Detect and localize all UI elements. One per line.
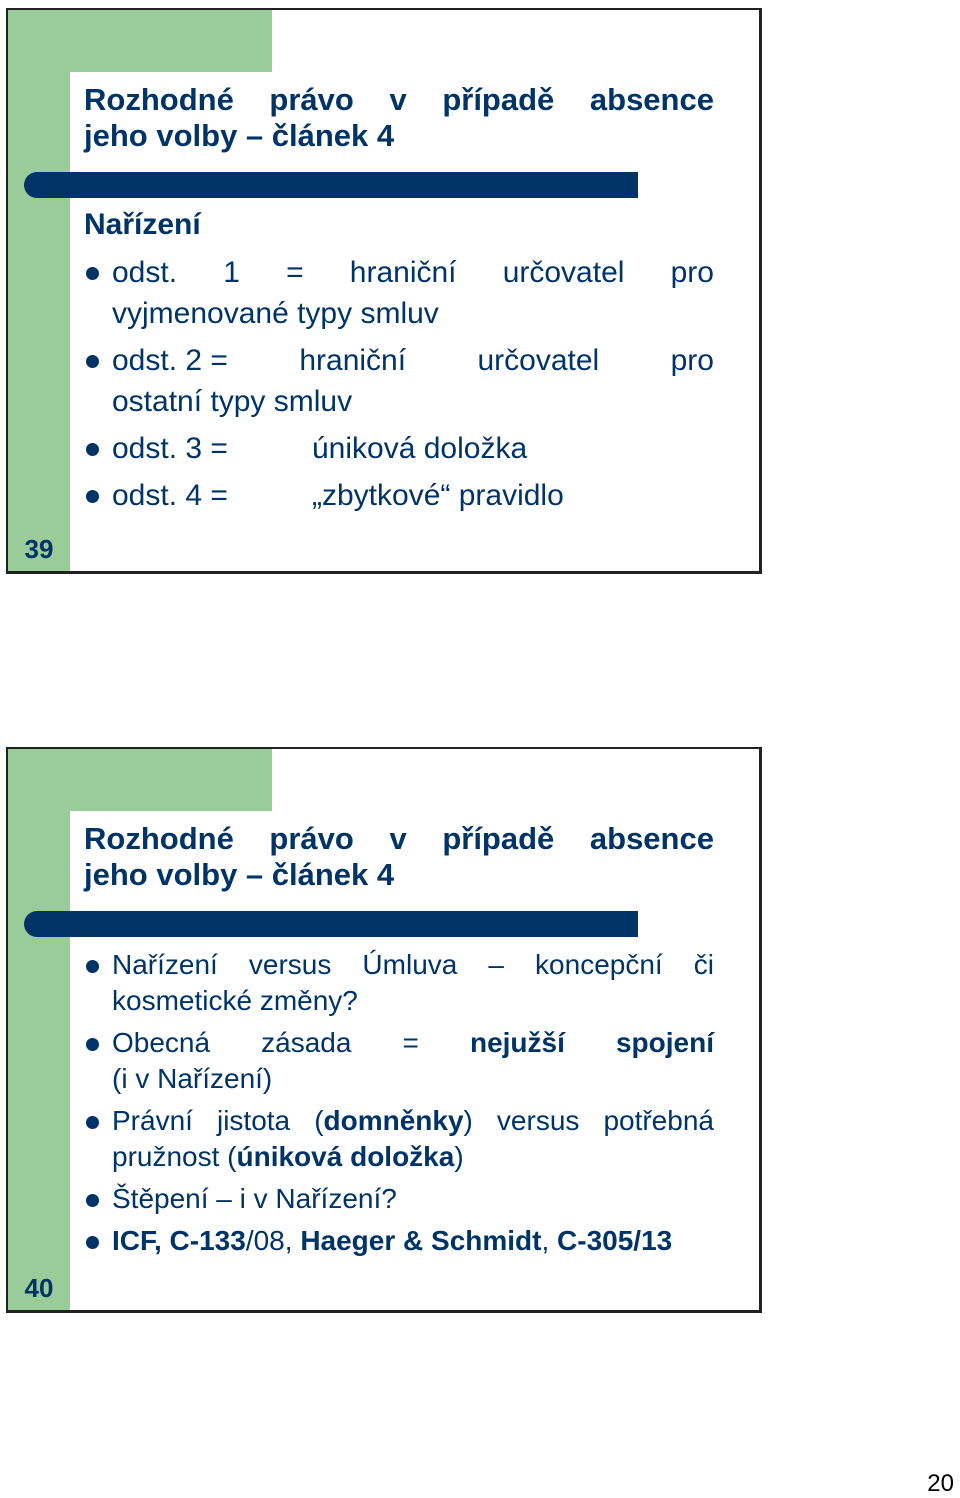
page-number: 20 — [927, 1470, 954, 1497]
word-group: (domněnky) — [314, 1105, 473, 1136]
slide-title — [84, 82, 714, 154]
title-underline-bar — [24, 911, 638, 937]
item-line-2 — [112, 1139, 714, 1175]
word: Obecná — [112, 1027, 211, 1058]
word: odst. 2 = — [112, 344, 228, 377]
list-item — [84, 428, 714, 469]
title-line-2: jeho volby – článek 4 — [84, 857, 395, 892]
bullet-icon — [86, 960, 99, 973]
list-item — [84, 340, 714, 422]
emphasis: Haeger & Schmidt — [300, 1225, 542, 1256]
title-word: právo — [269, 821, 354, 856]
word: = — [402, 1027, 419, 1058]
item-line-2: (i v Nařízení) — [112, 1063, 273, 1094]
word: versus — [248, 949, 332, 980]
title-line-2: jeho volby – článek 4 — [84, 118, 395, 153]
word: 1 — [223, 256, 240, 289]
item-text — [112, 1223, 714, 1259]
title-word: právo — [269, 82, 354, 117]
bullet-icon — [86, 490, 99, 503]
item-line-2: ostatní typy smluv — [112, 385, 353, 418]
emphasis: C-305/13 — [557, 1225, 673, 1256]
bullet-icon — [86, 355, 99, 368]
word: Úmluva — [362, 949, 458, 980]
item-text: úniková doložka — [312, 432, 528, 465]
bullet-icon — [86, 267, 99, 280]
word-bold: nejužší — [469, 1027, 565, 1058]
word: = — [286, 256, 304, 289]
word: Právní — [112, 1105, 193, 1136]
word: určovatel — [477, 344, 600, 377]
text-part: /08, — [245, 1225, 301, 1256]
green-band-left — [8, 10, 70, 571]
word: či — [693, 949, 714, 980]
list-item — [84, 475, 714, 516]
slide-number: 39 — [24, 534, 54, 564]
slide-39 — [6, 8, 762, 574]
slide-content — [84, 947, 714, 1265]
list-item — [84, 1103, 714, 1175]
word: pro — [670, 256, 714, 289]
emphasis: úniková doložka — [236, 1141, 455, 1172]
word: určovatel — [502, 256, 625, 289]
word: Nařízení — [112, 949, 218, 980]
list-item — [84, 947, 714, 1019]
title-word: Rozhodné — [84, 82, 234, 117]
bullet-icon — [86, 1038, 99, 1051]
list-item — [84, 1181, 714, 1217]
title-word: případě — [442, 82, 555, 117]
bullet-icon — [86, 1116, 99, 1129]
word: odst. — [112, 256, 178, 289]
item-line-2: vyjmenované typy smluv — [112, 297, 439, 330]
text-part: , — [541, 1225, 558, 1256]
slide-number: 40 — [24, 1273, 54, 1303]
item-label: odst. 4 = — [112, 479, 228, 512]
bullet-icon — [86, 1236, 99, 1249]
word: hraniční — [299, 344, 407, 377]
slide-40 — [6, 747, 762, 1313]
slide-title — [84, 821, 714, 893]
word: pro — [670, 344, 714, 377]
item-text: Štěpení – i v Nařízení? — [112, 1183, 397, 1214]
emphasis: domněnky — [323, 1105, 464, 1136]
item-text: „zbytkové“ pravidlo — [312, 479, 564, 512]
green-band-left — [8, 749, 70, 1310]
word: jistota — [216, 1105, 291, 1136]
word: potřebná — [603, 1105, 714, 1136]
word-bold: spojení — [615, 1027, 714, 1058]
title-underline-bar — [24, 172, 638, 198]
slide-content — [84, 208, 714, 522]
title-word: absence — [589, 82, 714, 117]
list-item — [84, 1223, 714, 1259]
title-word: v — [389, 82, 407, 117]
title-word: případě — [442, 821, 555, 856]
subheading: Nařízení — [84, 208, 201, 241]
bullet-icon — [86, 1194, 99, 1207]
list-item — [84, 1025, 714, 1097]
emphasis: ICF, C-133 — [112, 1225, 246, 1256]
word: zásada — [261, 1027, 352, 1058]
list-item — [84, 252, 714, 334]
word: hraniční — [349, 256, 457, 289]
word: – — [488, 949, 504, 980]
title-word: v — [389, 821, 407, 856]
word: koncepční — [535, 949, 663, 980]
word: versus — [496, 1105, 580, 1136]
title-word: absence — [589, 821, 714, 856]
text-part: pružnost ( — [112, 1141, 237, 1172]
bullet-icon — [86, 443, 99, 456]
item-label: odst. 3 = — [112, 432, 228, 465]
item-line-2: kosmetické změny? — [112, 985, 358, 1016]
text-part: ) — [454, 1141, 464, 1172]
title-word: Rozhodné — [84, 821, 234, 856]
